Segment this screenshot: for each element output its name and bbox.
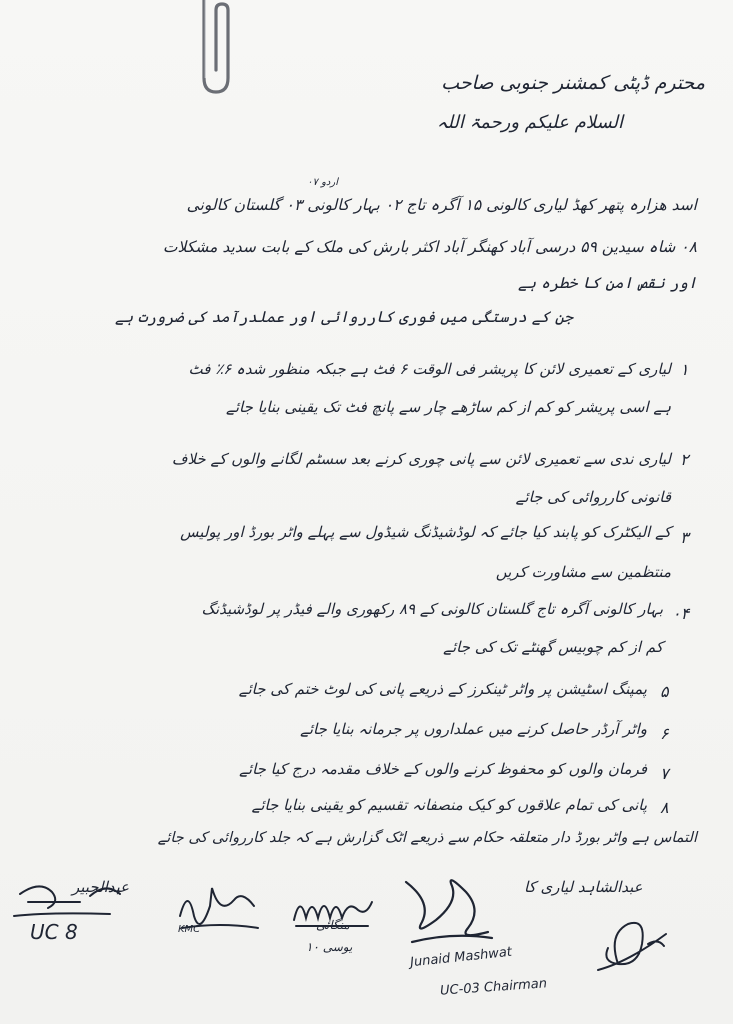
signature-3-role: یوسی ۱۰ (306, 940, 353, 954)
signature-2 (170, 876, 270, 946)
intro-line-3: اور نقص امن کا خطرہ ہے (517, 274, 697, 292)
point-4-line-2: کم از کم چوبیس گھنٹے تک کی جائے (443, 638, 663, 656)
signature-1-caption: UC 8 (30, 920, 78, 944)
point-8-number: ۸ (660, 798, 669, 817)
intro-line-2: ۰۸ شاہ سیدین ۵۹ درسی آباد کھنگر آباد اکثر بارش کی ملک کے بابت سدید مشکلات (162, 238, 697, 256)
point-2-number: ۲ (680, 450, 689, 469)
signature-5-name: عبدالشاہد لیاری کا (524, 878, 643, 896)
point-5-line-1: پمپنگ اسٹیشن پر واٹر ٹینکرز کے ذریعے پانی کی لوٹ ختم کی جائے (238, 680, 647, 698)
point-7-number: ۷ (660, 764, 669, 783)
point-8-line-1: پانی کی تمام علاقوں کو کیک منصفانہ تقسیم کو یقینی بنایا جائے (251, 796, 647, 814)
signature-4-caption: UC-03 Chairman (439, 976, 548, 999)
signature-4-name: Junaid Mashwat (409, 944, 513, 971)
salutation: محترم ڈپٹی کمشنر جنوبی صاحب (441, 72, 705, 94)
intro-line-1: اسد ھزارہ پتھر کھڈ لیاری کالونی ۱۵ آگرہ تاج ۰۲ بہار کالونی ۰۳ گلستان کالونی (186, 196, 697, 214)
point-3-number: ۳ (680, 528, 689, 547)
point-2-line-1: لیاری ندی سے تعمیری لائن سے پانی چوری کرنے بعد سسٹم لگانے والوں کے خلاف (171, 450, 671, 468)
intro-line-4: جن کے درستگی میں فوری کارروائی اور عملدرآمد کی ضرورت ہے (115, 308, 573, 326)
paper-clip-icon (196, 0, 236, 98)
point-5-number: ۵ (660, 682, 669, 701)
signature-3-name: منگائی (316, 918, 350, 932)
point-4-number: ۰۴ (672, 604, 690, 623)
point-3-line-1: کے الیکٹرک کو پابند کیا جائے کہ لوڈشیڈنگ شیڈول سے پہلے واٹر بورڈ اور پولیس (180, 523, 671, 541)
intro-insert: اردو ۰۷ (307, 177, 338, 188)
greeting: السلام علیکم ورحمۃ اللہ (436, 112, 623, 133)
point-4-line-1: بہار کالونی آگرہ تاج گلستان کالونی کے ۸۹ رکھوری والے فیڈر پر لوڈشیڈنگ (201, 600, 663, 618)
point-8-line-2: التماس ہے واٹر بورڈ دار متعلقہ حکام سے ذریعے اٹک گزارش ہے کہ جلد کارروائی کی جائے (157, 830, 697, 846)
point-6-number: ۶ (660, 724, 669, 743)
point-6-line-1: واٹر آرڈر حاصل کرنے میں عملداروں پر جرمانہ بنایا جائے (300, 720, 647, 738)
signature-4 (392, 862, 502, 952)
point-1-line-2: ہے اسی پریشر کو کم از کم ساڑھے چار سے پانچ فٹ تک یقینی بنایا جائے (226, 398, 671, 416)
point-7-line-1: فرمان والوں کو محفوظ کرنے والوں کے خلاف مقدمہ درج کیا جائے (239, 760, 647, 778)
point-3-line-2: منتظمین سے مشاورت کریں (495, 563, 671, 581)
point-1-number: ۱ (680, 360, 689, 379)
signature-1-name: عبدالجبیر (72, 878, 130, 896)
point-1-line-1: لیاری کے تعمیری لائن کا پریشر فی الوقت ۶ فٹ ہے جبکہ منظور شدہ ۶٪ فٹ (188, 360, 671, 378)
signature-2-caption: KMC (178, 924, 201, 935)
signature-5 (588, 904, 678, 984)
point-2-line-2: قانونی کارروائی کی جائے (515, 488, 671, 506)
